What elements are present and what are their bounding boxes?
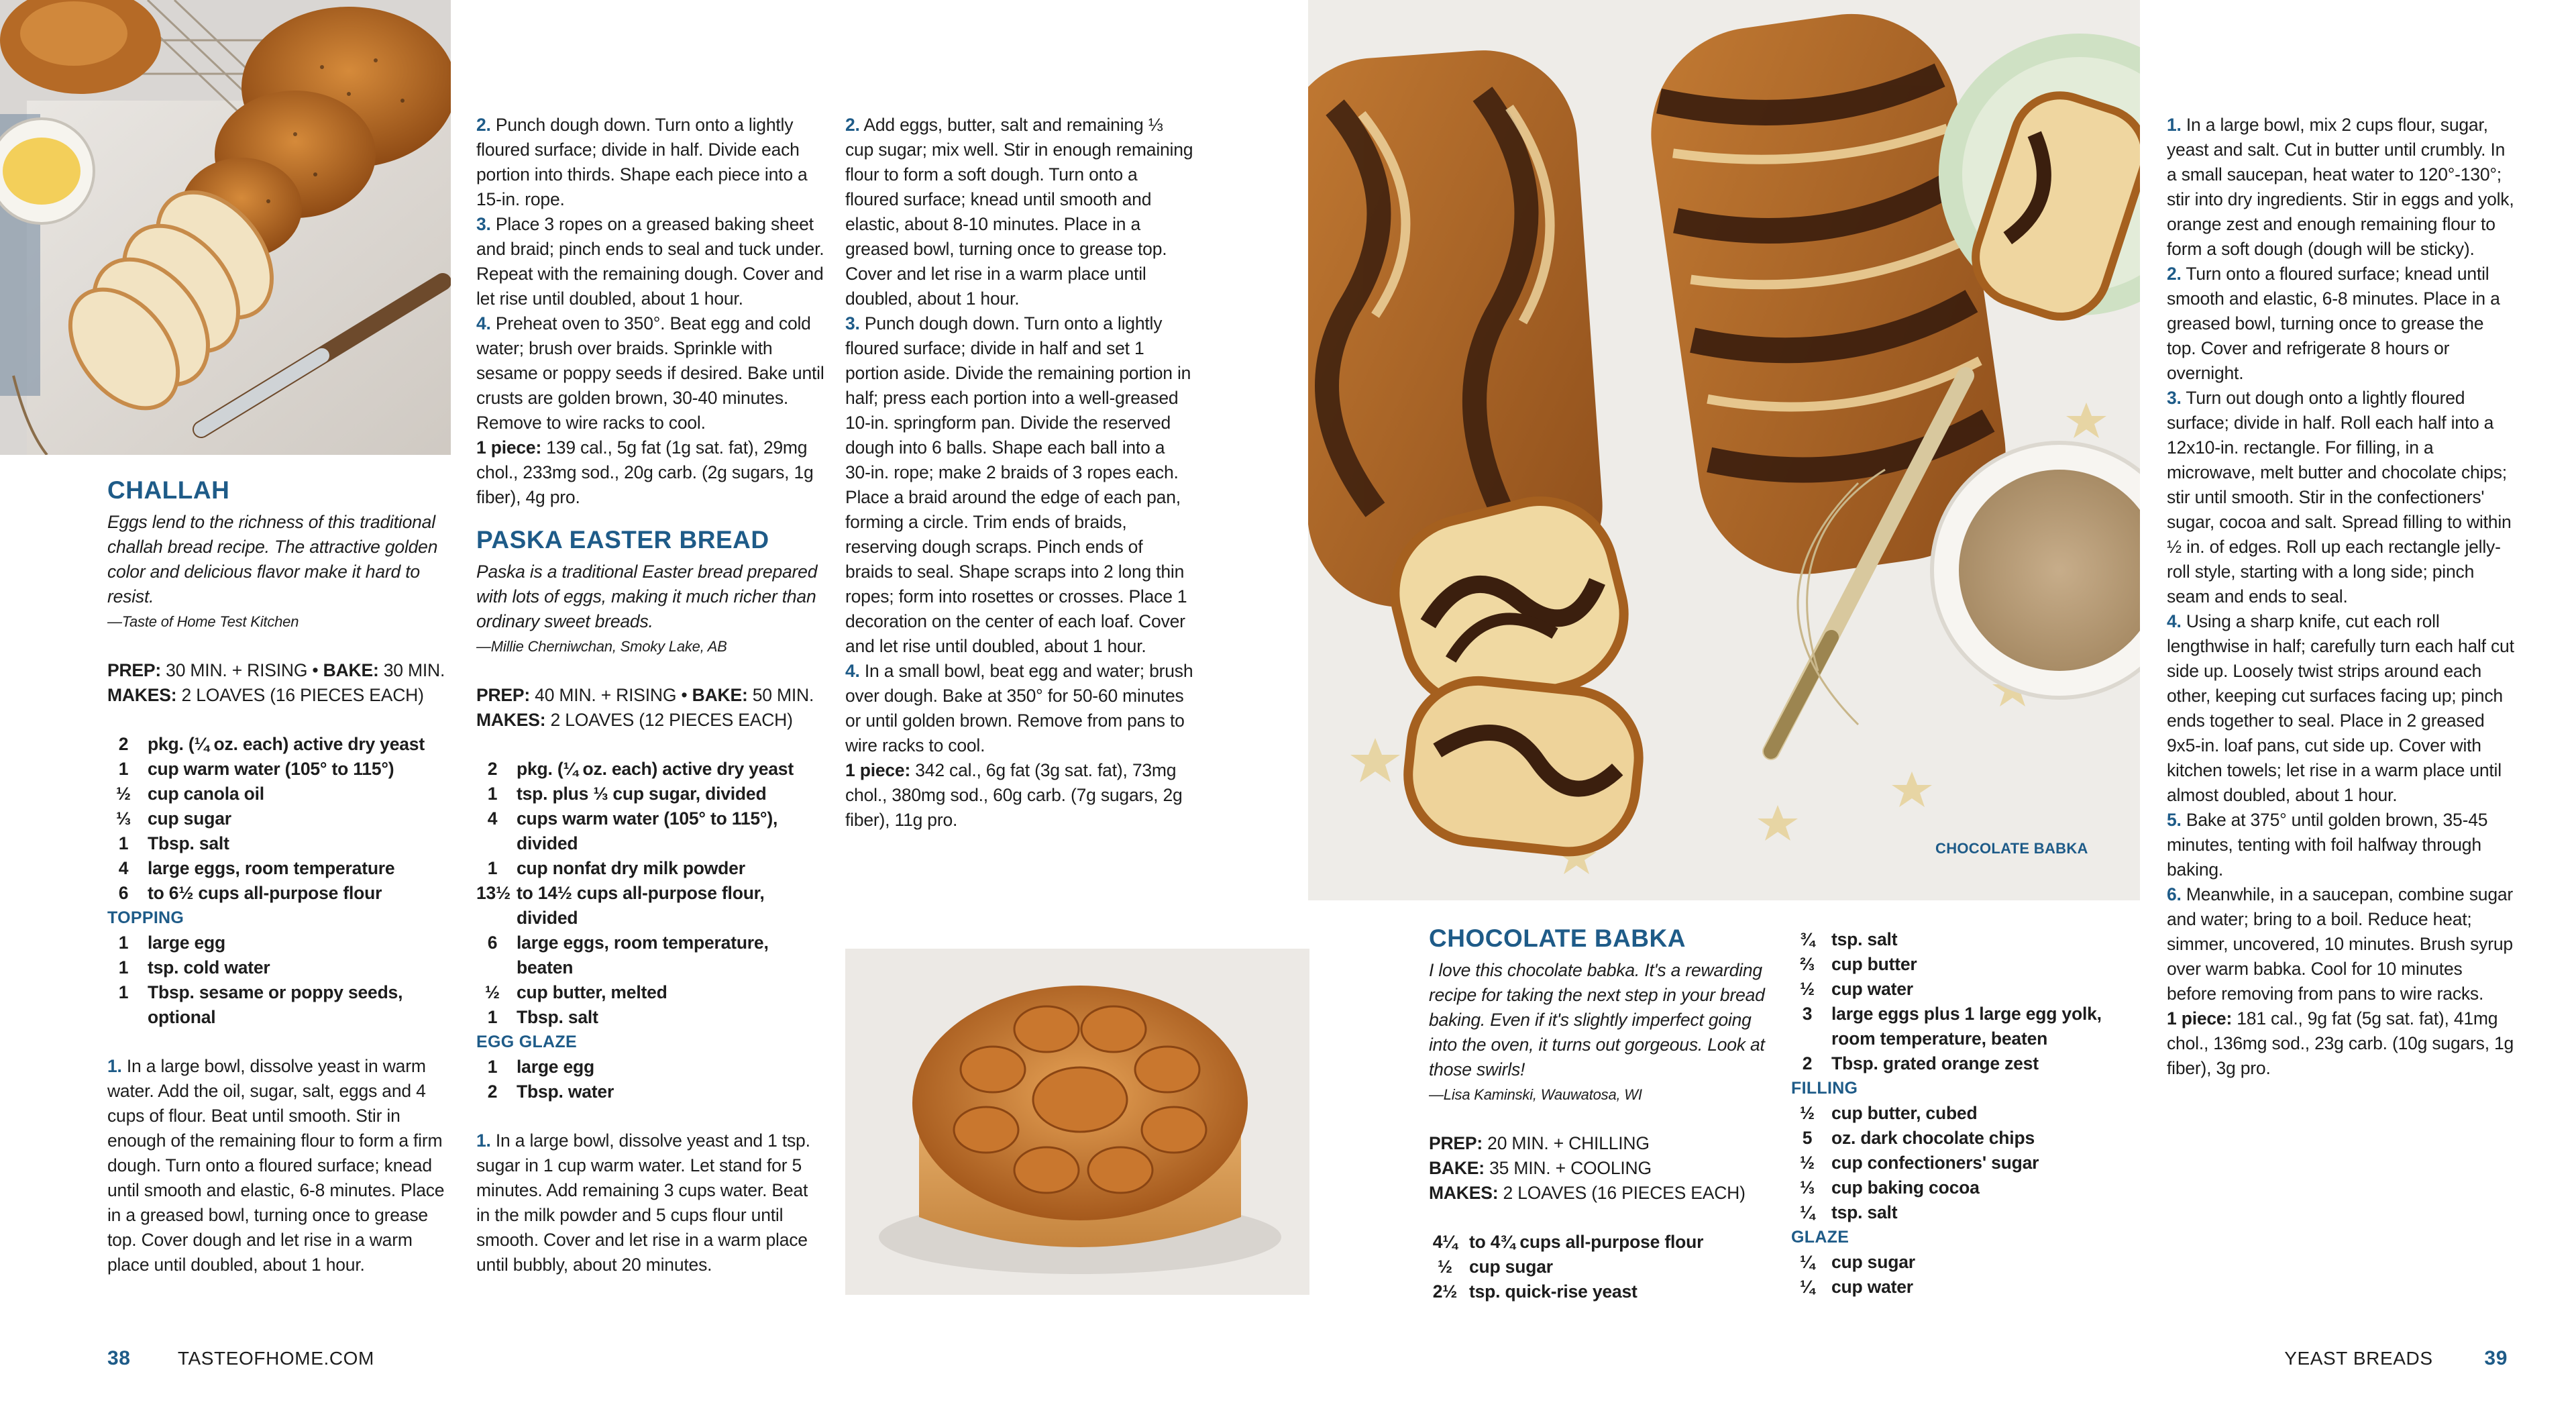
topping-heading: TOPPING <box>107 908 184 927</box>
challah-ingredients <box>107 732 456 1030</box>
left-folio <box>107 1347 374 1370</box>
ingredient: ½ cup canola oil <box>116 784 264 804</box>
section-name: YEAST BREADS <box>2284 1348 2433 1369</box>
ingredient: ½ cup butter, cubed <box>1800 1103 1978 1123</box>
ingredient: 2 Tbsp. grated orange zest <box>1802 1053 2039 1073</box>
ingredient: 4¼ to 4¾ cups all-purpose flour <box>1432 1232 1704 1252</box>
ingredient: 4 cups warm water (105° to 115°), <box>487 808 778 829</box>
ingredient: 1 Tbsp. salt <box>118 833 229 853</box>
ingredient: ½ cup confectioners' sugar <box>1800 1153 2039 1173</box>
paska-step-2: 2. Add eggs, butter, salt and remaining ⅓ cup sugar; mix well. Stir in enough remaining flour to form a soft dough. Turn onto a floured surface; knead until smooth and elastic, about 8-10 minutes. Place in a greased bowl, turning once to grease top. Cover and let rise in a warm place until doubled, about 1 hour. <box>845 115 1193 309</box>
babka-step-5: 5. Bake at 375° until golden brown, 35-45 minutes, tenting with foil halfway through baking. <box>2167 810 2488 880</box>
ingredient: 2½ tsp. quick-rise yeast <box>1432 1281 1638 1302</box>
ingredient: 1 large egg <box>487 1057 595 1077</box>
paska-attribution: —Millie Cherniwchan, Smoky Lake, AB <box>476 638 727 655</box>
babka-step-3: 3. Turn out dough onto a lightly floured surface; divide in half. Roll each half into a 12x10-in. rectangle. For filling, in a microwave, melt butter and chocolate chips; stir until smooth. Stir in the confectioners' sugar, cocoa and salt. Spread filling to within ½ in. of edges. Roll up each rectangle jelly-roll style, starting with a long side; pinch seam and ends to seal. <box>2167 388 2512 606</box>
challah-recipe <box>107 475 456 1277</box>
ingredient: 1 tsp. plus ⅓ cup sugar, divided <box>487 784 767 804</box>
challah-photo <box>0 0 451 455</box>
babka-nutrition: 1 piece: 181 cal., 9g fat (5g sat. fat), 41mg chol., 136mg sod., 23g carb. (10g sugars, 1g fiber), 3g pro. <box>2167 1008 2514 1078</box>
paska-times: PREP: 40 MIN. + RISING • BAKE: 50 MIN. MAKES: 2 LOAVES (12 PIECES EACH) <box>476 685 814 730</box>
egg-glaze-heading: EGG GLAZE <box>476 1033 577 1051</box>
challah-step-3: 3. Place 3 ropes on a greased baking sheet and braid; pinch ends to seal and tuck under. Repeat with the remaining dough. Cover and let rise until doubled, about 1 hour. <box>476 214 824 309</box>
photo-caption: CHOCOLATE BABKA <box>1935 840 2088 857</box>
challah-step-4: 4. Preheat oven to 350°. Beat egg and cold water; brush over braids. Sprinkle with sesame or poppy seeds if desired. Bake until crusts are golden brown, 30-40 minutes. Remove to wire racks to cool. <box>476 313 824 433</box>
ingredient: ¼ cup sugar <box>1800 1252 1915 1272</box>
babka-attribution: —Lisa Kaminski, Wauwatosa, WI <box>1429 1086 1642 1103</box>
babka-ingredients <box>1791 927 2153 1300</box>
page-number-right: 39 <box>2484 1347 2508 1369</box>
paska-recipe <box>476 113 825 1277</box>
challah-title: CHALLAH <box>107 476 230 504</box>
babka-step-6: 6. Meanwhile, in a saucepan, combine sugar and water; bring to a boil. Reduce heat; simmer, uncovered, 10 minutes. Brush syrup over warm babka. Cool for 10 minutes before removing from pans to wire racks. <box>2167 884 2514 1004</box>
ingredient: ½ cup water <box>1800 979 1913 999</box>
ingredient: 1 Tbsp. sesame or poppy seeds, <box>118 982 403 1002</box>
ingredient: beaten <box>517 957 574 978</box>
ingredient: 2 Tbsp. water <box>487 1081 614 1102</box>
filling-heading: FILLING <box>1791 1079 1858 1098</box>
chocolate-babka-photo <box>1308 0 2140 900</box>
babka-times: PREP: 20 MIN. + CHILLING BAKE: 35 MIN. + COOLING MAKES: 2 LOAVES (16 PIECES EACH) <box>1429 1133 1746 1203</box>
ingredient: ¼ tsp. salt <box>1800 1202 1898 1222</box>
ingredient: 2 pkg. (¼ oz. each) active dry yeast <box>487 759 794 779</box>
ingredient: ⅔ cup butter <box>1800 954 1917 974</box>
challah-attribution: —Taste of Home Test Kitchen <box>107 613 299 630</box>
paska-title: PASKA EASTER BREAD <box>476 526 769 553</box>
ingredient: 4 large eggs, room temperature <box>118 858 395 878</box>
ingredient: 1 cup warm water (105° to 115°) <box>118 759 394 779</box>
challah-times: PREP: 30 MIN. + RISING • BAKE: 30 MIN. MAKES: 2 LOAVES (16 PIECES EACH) <box>107 660 445 705</box>
ingredient: 1 Tbsp. salt <box>487 1007 598 1027</box>
babka-step-1: 1. In a large bowl, mix 2 cups flour, sugar, yeast and salt. Cut in butter until crumbly. In a small saucepan, heat water to 120°-130°; stir into dry ingredients. Stir in eggs and yolk, orange zest and enough remaining flour to form a soft dough (dough will be sticky). <box>2167 115 2514 259</box>
ingredient: 13½ to 14½ cups all-purpose flour, <box>476 883 765 903</box>
ingredient: divided <box>517 833 578 853</box>
ingredient: 1 large egg <box>118 933 226 953</box>
babka-step-4: 4. Using a sharp knife, cut each roll lengthwise in half; carefully turn each half cut side up. Loosely twist strips around each other, keeping cut surfaces facing up; pinch ends together to seal. Place in 2 greased 9x5-in. loaf pans, cut side up. Cover with kitchen towels; let rise in a warm place until almost doubled, about 1 hour. <box>2167 611 2514 805</box>
babka-intro: I love this chocolate babka. It's a rewarding recipe for taking the next step in your bread baking. Even if it's slightly imperfect going into the oven, it turns out gorgeous. Look at those swirls! <box>1429 960 1765 1079</box>
site-name: TASTEOFHOME.COM <box>177 1348 374 1369</box>
ingredient: ½ cup sugar <box>1438 1257 1553 1277</box>
ingredient: ¾ tsp. salt <box>1800 929 1898 949</box>
paska-step-3: 3. Punch dough down. Turn onto a lightly floured surface; divide in half and set 1 portion aside. Divide the remaining portion in half; press each portion into a well-greased 10-in. springform pan. Divide the reserved dough into 6 balls. Shape each ball into a 30-in. rope; make 2 braids of 3 ropes each. Place a braid around the edge of each pan, forming a circle. Trim ends of braids, reserving dough scraps. Pinch ends of braids to seal. Shape scraps into 2 long thin ropes; form into rosettes or crosses. Place 1 decoration on the center of each loaf. Cover and let rise until doubled, about 1 hour. <box>845 313 1191 656</box>
challah-intro: Eggs lend to the richness of this traditional challah bread recipe. The attractive golden color and delicious flavor make it hard to resist. <box>107 512 438 606</box>
paska-nutrition: 1 piece: 342 cal., 6g fat (3g sat. fat), 73mg chol., 380mg sod., 60g carb. (7g sugars, 2g fiber), 11g pro. <box>845 760 1183 830</box>
ingredient: ¼ cup water <box>1800 1277 1913 1297</box>
paska-step-1: 1. In a large bowl, dissolve yeast and 1 tsp. sugar in 1 cup warm water. Let stand for 5 minutes. Add remaining 3 cups water. Beat in the milk powder and 5 cups flour until smooth. Cover and let rise in a warm place until bubbly, about 20 minutes. <box>476 1130 810 1275</box>
ingredient: optional <box>148 1007 216 1027</box>
glaze-heading: GLAZE <box>1791 1228 1849 1247</box>
babka-title: CHOCOLATE BABKA <box>1429 925 1686 952</box>
ingredient: 6 to 6½ cups all-purpose flour <box>118 883 382 903</box>
paska-intro: Paska is a traditional Easter bread prepared with lots of eggs, making it much richer than ordinary sweet breads. <box>476 562 818 631</box>
right-folio <box>2284 1347 2508 1370</box>
challah-step-1: 1. In a large bowl, dissolve yeast in warm water. Add the oil, sugar, salt, eggs and 4 cups of flour. Beat until smooth. Stir in enough of the remaining flour to form a firm dough. Turn onto a floured surface; knead until smooth and elastic, 6-8 minutes. Place in a greased bowl, turning once to grease top. Cover dough and let rise in a warm place until doubled, about 1 hour. <box>107 1056 445 1275</box>
babka-recipe <box>1429 923 1778 1304</box>
babka-ingredients-a <box>1429 1230 1778 1304</box>
challah-nutrition: 1 piece: 139 cal., 5g fat (1g sat. fat), 29mg chol., 233mg sod., 20g carb. (2g sugars, 1g fiber), 4g pro. <box>476 437 814 507</box>
ingredient: room temperature, beaten <box>1831 1028 2048 1049</box>
ingredient: 1 cup nonfat dry milk powder <box>487 858 745 878</box>
ingredient: 3 large eggs plus 1 large egg yolk, <box>1802 1004 2102 1024</box>
ingredient: divided <box>517 908 578 928</box>
paska-steps-continued <box>845 113 1194 833</box>
page-number-left: 38 <box>107 1347 131 1369</box>
paska-ingredients <box>476 757 825 1104</box>
ingredient: 2 pkg. (¼ oz. each) active dry yeast <box>118 734 425 754</box>
babka-step-2: 2. Turn onto a floured surface; knead until smooth and elastic, 6-8 minutes. Place in a greased bowl, turning once to grease the top. Cover and refrigerate 8 hours or overnight. <box>2167 264 2500 383</box>
ingredient: ½ cup butter, melted <box>485 982 667 1002</box>
babka-steps <box>2167 113 2516 1081</box>
ingredient: 6 large eggs, room temperature, <box>487 933 769 953</box>
ingredient: 5 oz. dark chocolate chips <box>1802 1128 2035 1148</box>
ingredient: ⅓ cup sugar <box>116 808 231 829</box>
paska-photo <box>845 949 1309 1295</box>
challah-step-2: 2. Punch dough down. Turn onto a lightly floured surface; divide in half. Divide each portion into thirds. Shape each piece into a 15-in. rope. <box>476 115 808 209</box>
ingredient: ⅓ cup baking cocoa <box>1800 1177 1980 1198</box>
ingredient: 1 tsp. cold water <box>118 957 270 978</box>
paska-step-4: 4. In a small bowl, beat egg and water; brush over dough. Bake at 350° for 50-60 minutes or until golden brown. Remove from pans to wire racks to cool. <box>845 661 1193 755</box>
